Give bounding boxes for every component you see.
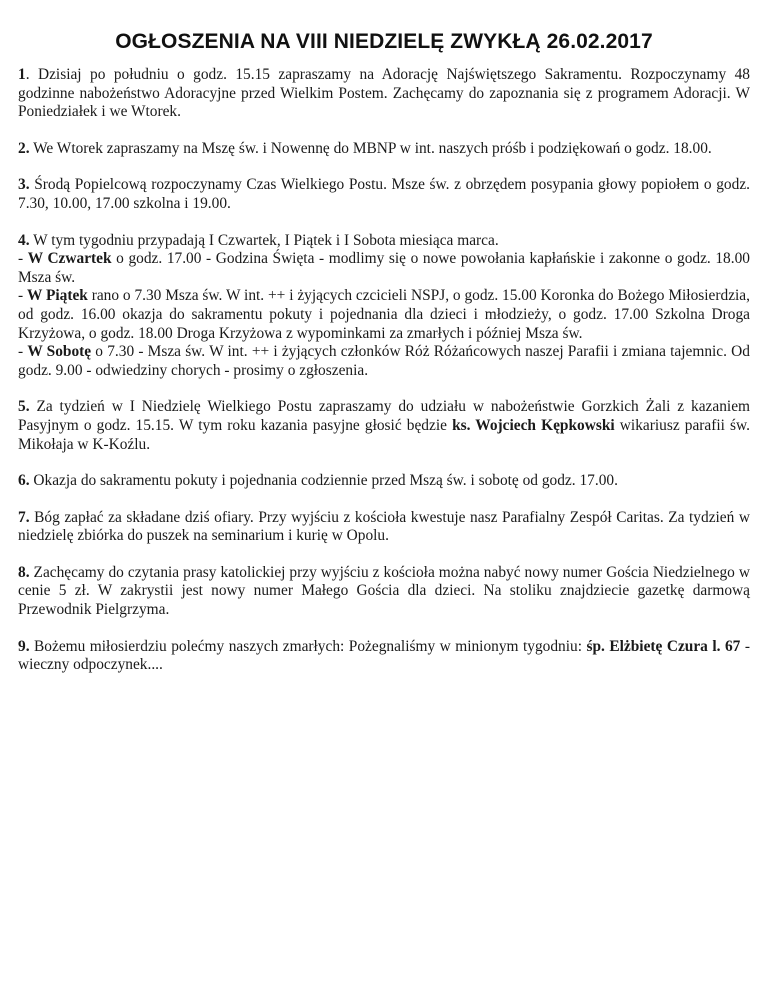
item-number: 4. [18,231,30,249]
dash: - [18,343,28,361]
friday-entry [18,287,750,343]
announcement-text: Bożemu miłosierdziu polećmy naszych zmarłych: Pożegnaliśmy w minionym tygodniu: [29,637,587,655]
announcement-4 [18,232,750,381]
announcement-3 [18,176,750,213]
announcement-8 [18,564,750,620]
friday-label: W Piątek [26,287,88,305]
item-number: 1 [18,66,26,83]
friday-text: rano o 7.30 Msza św. W int. ++ i żyjących czcicieli NSPJ, o godz. 15.00 Koronka do Bożego Miłosierdzia, od godz. 16.00 okazja do sakramentu pokuty i pojednania dla dzieci i młodzieży, o godz. 17.00 Szkolna Droga Krzyżowa, o godz. 18.00 Droga Krzyżowa z wypominkami za zmarłych i później Msza św. [18,287,750,342]
announcement-text: Środą Popielcową rozpoczynamy Czas Wielkiego Postu. Msze św. z obrzędem posypania głowy popiołem o godz. 7.30, 10.00, 17.00 szkolna i 19.00. [18,176,750,212]
announcement-text: We Wtorek zapraszamy na Mszę św. i Nowennę do MBNP w int. naszych próśb i podziękowań o godz. 18.00. [29,139,712,157]
announcement-text: W tym tygodniu przypadają I Czwartek, I Piątek i I Sobota miesiąca marca. [29,231,499,249]
saturday-entry [18,343,750,380]
announcements-page [18,30,750,693]
announcement-7 [18,509,750,546]
item-number: 8. [18,563,30,581]
announcement-1 [18,66,750,122]
announcement-2 [18,140,750,159]
deceased-name: śp. Elżbietę Czura l. 67 [586,637,741,655]
announcement-text: Bóg zapłać za składane dziś ofiary. Przy wyjściu z kościoła kwestuje nasz Parafialny Zespół Caritas. Za tydzień w niedzielę zbiórka do puszek na seminarium i kurię w Opolu. [18,508,750,545]
item-number: 3. [18,176,30,194]
thursday-label: W Czwartek [27,250,112,268]
page-title: OGŁOSZENIA NA VIII NIEDZIELĘ ZWYKŁĄ 26.02.2017 [115,30,653,53]
announcement-5 [18,398,750,454]
dash: - [18,250,28,268]
announcement-text: Okazja do sakramentu pokuty i pojednania codziennie przed Mszą św. i sobotę od godz. 17.00. [29,472,618,490]
announcement-text-after: - wieczny odpoczynek.... [18,637,750,674]
announcement-text: Za tydzień w I Niedzielę Wielkiego Postu zapraszamy do udziału w nabożeństwie Gorzkich Żali z kazaniem Pasyjnym o godz. 15.15. W tym roku kazania pasyjne głosić będzie [18,398,750,434]
item-number: 9. [18,637,30,655]
item-number: 6. [18,472,30,490]
thursday-entry [18,250,750,287]
saturday-text: o 7.30 - Msza św. W int. ++ i żyjących członków Róż Różańcowych naszej Parafii i zmiana tajemnic. Od godz. 9.00 - odwiedziny chorych - prosimy o zgłoszenia. [18,343,750,379]
announcement-intro [18,232,750,251]
announcement-text-after: wikariusz parafii św. Mikołaja w K-Koźlu. [18,416,751,453]
saturday-label: W Sobotę [27,343,92,361]
announcement-text: Zachęcamy do czytania prasy katolickiej przy wyjściu z kościoła można nabyć nowy numer Gościa Niedzielnego w cenie 5 zł. W zakrystii jest nowy numer Małego Gościa dla dzieci. Na stoliku znajdziecie gazetkę darmową Przewodnik Pielgrzyma. [18,563,750,619]
announcement-9 [18,638,750,675]
item-number: 2. [18,139,30,157]
announcement-text: . Dzisiaj po południu o godz. 15.15 zapraszamy na Adorację Najświętszego Sakramentu. Rozpoczynamy 48 godzinne nabożeństwo Adoracyjne przed Wielkim Postem. Zachęcamy do zapoznania się z programem Adoracji. W Poniedziałek i we Wtorek. [18,66,750,121]
announcement-6 [18,472,750,491]
item-number: 7. [18,508,30,526]
item-number: 5. [18,398,30,416]
dash: - [18,287,27,305]
thursday-text: o godz. 17.00 - Godzina Święta - modlimy się o nowe powołania kapłańskie i zakonne o godz. 18.00 Msza św. [18,250,750,286]
priest-name: ks. Wojciech Kępkowski [452,416,615,434]
